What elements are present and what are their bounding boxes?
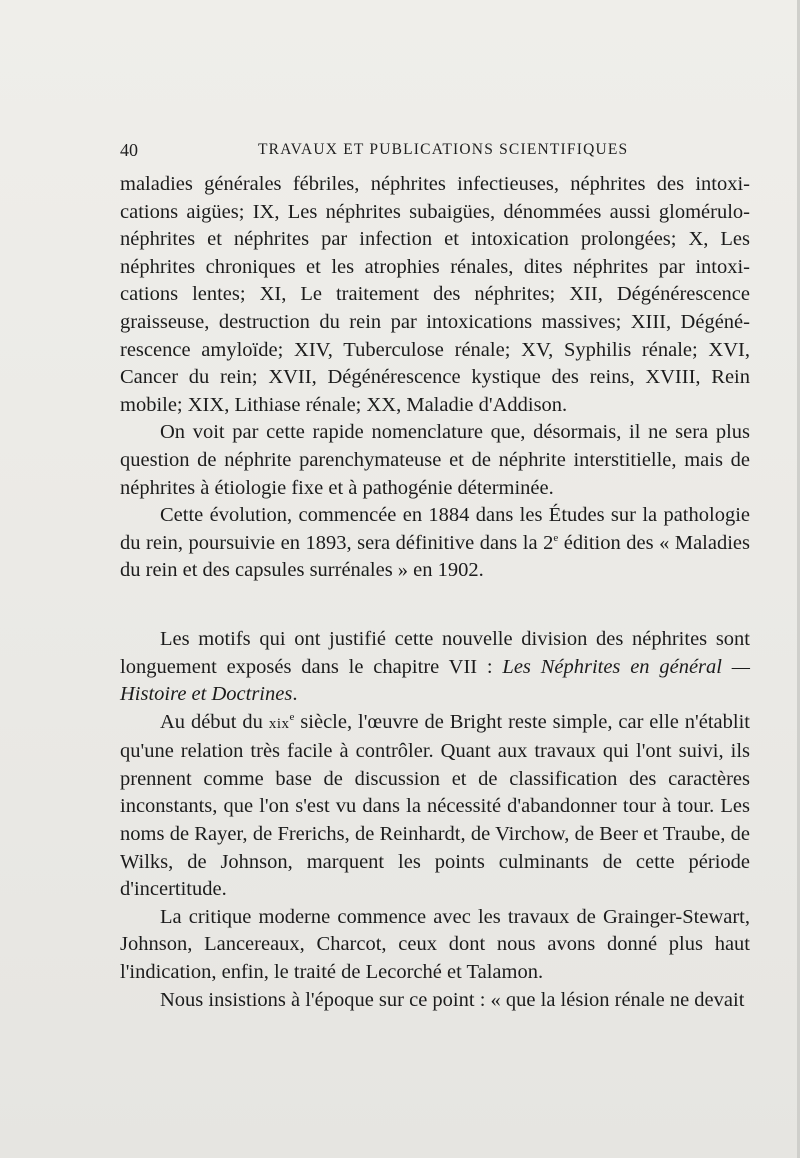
paragraph-text: maladies générales fébriles, néphrites infectieuses, néphrites des intoxications aigües; IX, Les néphrites subaigües, dénommées aussi glomérulonéphrites et néphrites par infection et intoxication prolongées; X, Les néphrites chroniques et les atrophies rénales, dites néphrites par intoxications lentes; XI, Le traitement des néphrites; XII, Dégénérescence graisseuse, destruction du rein par intoxications massives; XIII, Dégénérescence amyloïde; XIV, Tuberculose rénale; XV, Syphilis rénale; XVI, Cancer du rein; XVII, Dégénérescence kystique des reins, XVIII, Rein mobile; XIX, Lithiase rénale; XX, Maladie d'Addison. xyxy=(120,173,750,416)
paragraph-text: siècle, l'œuvre de Bright reste simple, car elle n'établit qu'une relation très facile à contrôler. Quant aux travaux qui l'ont suivi, ils prennent comme base de discussion et de classification des caractères inconstants, que l'on s'est vu dans la nécessité d'abandonner tour à tour. Les noms de Rayer, de Frerichs, de Reinhardt, de Virchow, de Beer et Traube, de Wilks, de Johnson, marquent les points culminants de cette période d'incertitude. xyxy=(120,710,750,901)
superscript: e xyxy=(289,710,295,723)
paragraph-text: Cette évolution, commencée en 1884 dans les Études sur la pathologie du rein, poursuivie en 1893, sera définitive dans la 2 xyxy=(120,504,750,554)
superscript: e xyxy=(553,531,559,544)
page-number: 40 xyxy=(120,140,138,160)
paragraph-4 xyxy=(120,626,750,709)
paragraph-text: Les motifs qui ont justifié cette nouvelle division des néphrites sont longuement exposés dans le chapitre VII : xyxy=(120,627,750,678)
page-header xyxy=(120,140,750,162)
paragraph-text: Nous insistions à l'époque sur ce point : « que la lésion rénale ne devait xyxy=(160,988,745,1011)
paragraph-text: La critique moderne commence avec les travaux de Grainger-Stewart, Johnson, Lancereaux, Charcot, ceux dont nous avons donné plus haut l'indication, enfin, le traité de Lecorché et Talamon. xyxy=(120,905,750,984)
paragraph-text: On voit par cette rapide nomenclature que, désormais, il ne sera plus question de néphrite parenchymateuse et de néphrite interstitielle, mais de néphrites à étiologie fixe et à pathogénie déterminée. xyxy=(120,421,750,499)
paragraph-text: Au début du xyxy=(160,710,269,733)
paragraph-5 xyxy=(120,709,750,904)
paragraph-2 xyxy=(120,419,750,502)
century-smallcaps: xix xyxy=(268,715,290,732)
section-gap xyxy=(120,585,750,626)
paragraph-text: . xyxy=(292,683,298,706)
paragraph-7 xyxy=(120,987,750,1015)
paragraph-3 xyxy=(120,502,750,585)
chapter-title-italic: Les Néphrites en général — Histoire et Doctrines xyxy=(120,655,750,706)
paragraph-text: édition des « Maladies du rein et des capsules surrénales » en 1902. xyxy=(120,531,750,582)
paragraph-6 xyxy=(120,904,750,987)
paragraph-1 xyxy=(120,171,750,419)
body-text xyxy=(120,171,750,1014)
running-title: TRAVAUX ET PUBLICATIONS SCIENTIFIQUES xyxy=(258,141,629,158)
